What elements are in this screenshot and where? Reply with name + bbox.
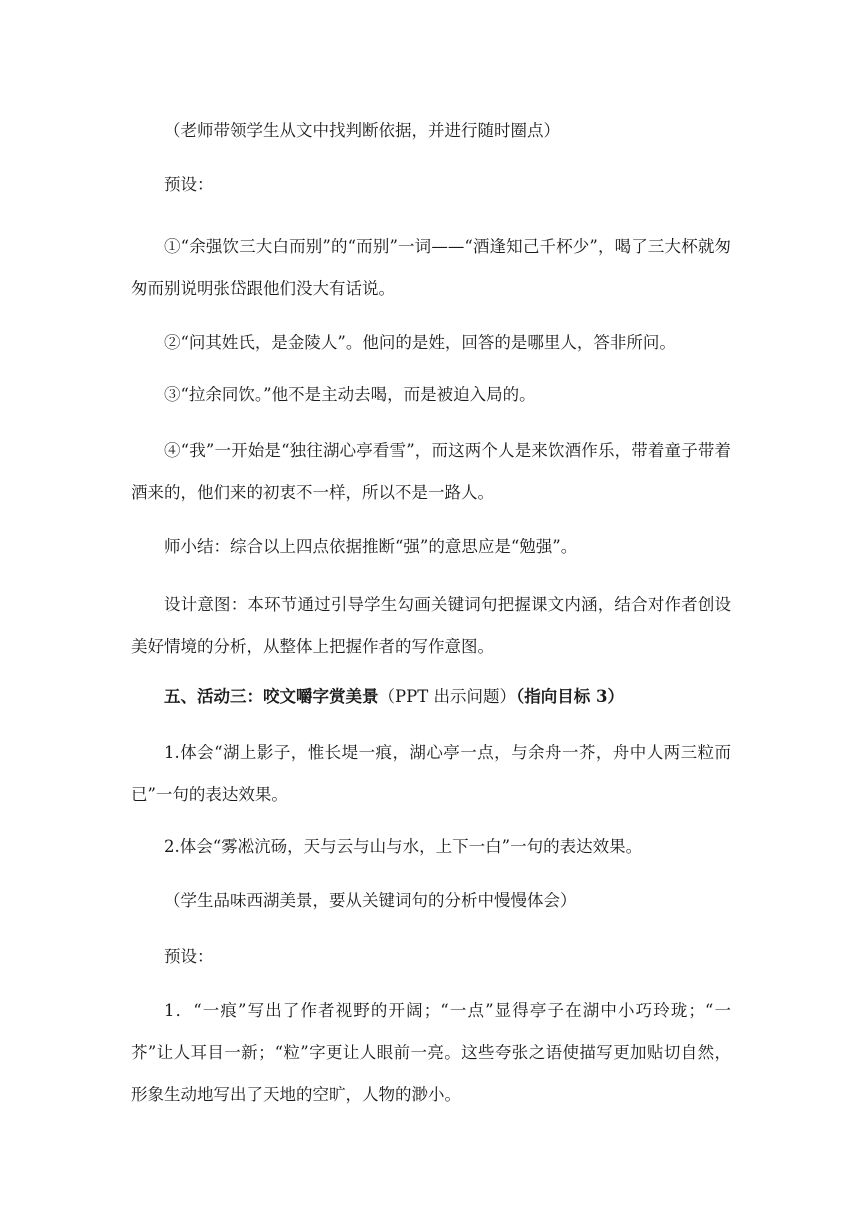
paragraph-teacher-guide: （老师带领学生从文中找判断依据，并进行随时圈点） [164, 121, 560, 140]
paragraph-preset-point-1: ①“余强饮三大白而别”的“而别”一词——“酒逢知己千杯少”，喝了三大杯就匆匆而别说明张岱跟他们没大有话说。 [131, 237, 731, 298]
paragraph-preset-label-2: 预设： [164, 947, 214, 966]
paragraph-teacher-summary: 师小结：综合以上四点依据推断“强”的意思应是“勉强”。 [164, 537, 578, 556]
paragraph-question-1: 1.体会“湖上影子，惟长堤一痕，湖心亭一点，与余舟一芥，舟中人两三粒而已”一句的表达效果。 [131, 743, 731, 804]
heading-ppt-note: （PPT 出示问题） [378, 687, 516, 706]
paragraph-design-intent: 设计意图：本环节通过引导学生勾画关键词句把握课文内涵，结合对作者创设美好情境的分析，从整体上把握作者的写作意图。 [131, 595, 731, 656]
paragraph-preset-point-2: ②“问其姓氏，是金陵人”。他问的是姓，回答的是哪里人，答非所问。 [164, 333, 676, 352]
paragraph-preset-point-3: ③“拉余同饮。”他不是主动去喝，而是被迫入局的。 [164, 385, 536, 404]
paragraph-preset-point-4: ④“我”一开始是“独往湖心亭看雪”，而这两个人是来饮酒作乐，带着童子带着酒来的，他们来的初衷不一样，所以不是一路人。 [131, 441, 731, 502]
paragraph-preset-label: 预设： [164, 175, 214, 194]
paragraph-question-2: 2.体会“雾凇沆砀，天与云与山与水，上下一白”一句的表达效果。 [164, 837, 643, 856]
section-heading-activity-3 [131, 676, 731, 718]
heading-target-note: （指向目标 3） [515, 687, 624, 706]
heading-title: 五、活动三：咬文嚼字赏美景 [164, 687, 379, 706]
paragraph-student-note: （学生品味西湖美景，要从关键词句的分析中慢慢体会） [164, 891, 577, 910]
paragraph-preset-answer-1: 1．“一痕”写出了作者视野的开阔；“一点”显得亭子在湖中小巧玲珑；“一芥”让人耳目一新；“粒”字更让人眼前一亮。这些夸张之语使描写更加贴切自然，形象生动地写出了天地的空旷，人物的渺小。 [131, 1001, 731, 1104]
